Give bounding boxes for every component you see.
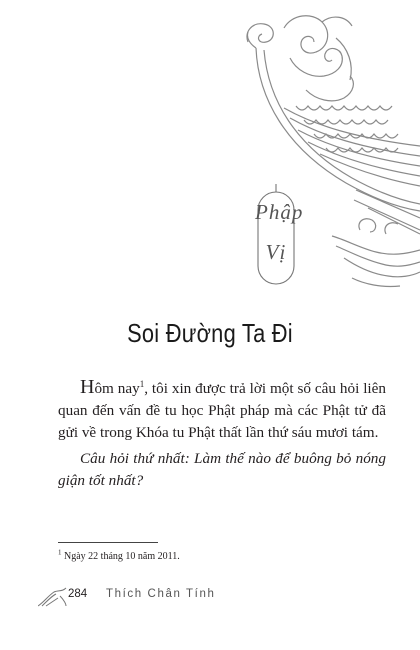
footnote-marker: 1 [58, 548, 62, 557]
question-one: Câu hỏi thứ nhất: Làm thế nào để buông bỏ nóng giận tốt nhất? [58, 450, 386, 489]
dropcap: H [80, 376, 95, 398]
paragraph-intro [58, 376, 386, 444]
footnote-reference: 1 [139, 378, 145, 389]
body-text [58, 376, 386, 492]
seal-text-top: Phập [255, 200, 304, 224]
footnote [58, 548, 180, 562]
paragraph-intro-start: ôm nay [94, 380, 140, 397]
seal-text-bottom: Vị [265, 240, 287, 264]
author-name: Thích Chân Tính [106, 588, 216, 600]
paragraph-intro-text: , tôi xin được trả lời một số câu hỏi liên quan đến vấn đề tu học Phật pháp mà các Phật tử đã gửi về trong Khóa tu Phật thất lần thứ sáu mươi tám. [58, 380, 386, 441]
page-number: 284 [68, 588, 88, 600]
chapter-title: Soi Đường Ta Đi [127, 318, 293, 348]
footnote-text: Ngày 22 tháng 10 năm 2011. [61, 551, 180, 562]
footnote-divider [58, 542, 158, 543]
